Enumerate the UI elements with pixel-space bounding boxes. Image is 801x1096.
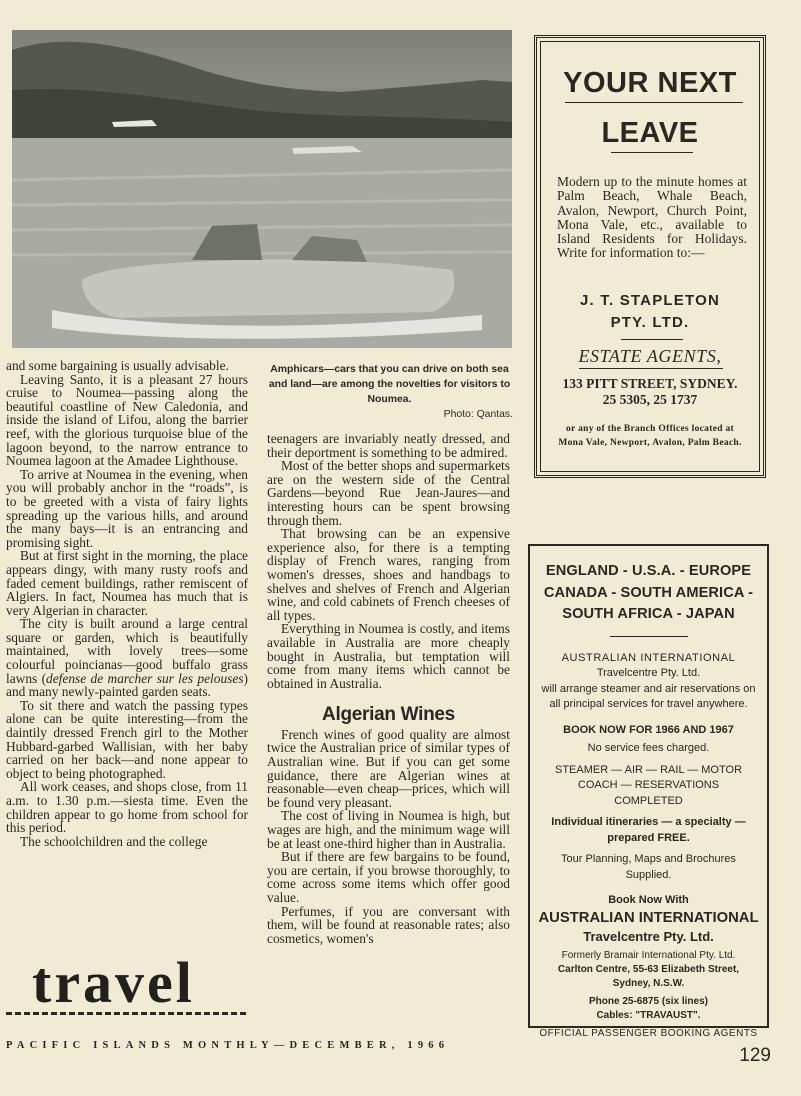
- article-text: The city is built around a large central square or garden, which is beautifully maintained, with lovely trees—some colourful poincianas—good buffalo grass lawns (: [6, 616, 248, 686]
- amphicar-photo-drawing: [12, 30, 512, 348]
- ad-company: [541, 290, 759, 334]
- ad-destinations-line: CANADA - SOUTH AMERICA -: [543, 584, 754, 601]
- article-paragraph: But if there are few bargains to be found, you are certain, if you browse thoroughly, to come across some items which offer good value.: [267, 849, 510, 905]
- article-column-2: [267, 432, 510, 945]
- section-divider: [6, 1012, 246, 1015]
- ad-address-line: Carlton Centre, 55-63 Elizabeth Street,: [557, 963, 740, 975]
- ad-destinations-line: SOUTH AFRICA - JAPAN: [562, 606, 735, 622]
- article-paragraph: Everything in Noumea is costly, and items available in Australia are more cheaply bought in Australia, but temptation will come from many items which cannot be obtained in Australia.: [267, 621, 510, 691]
- ad-rule: [621, 339, 683, 340]
- ad-formerly: Formerly Bramair International Pty. Ltd.: [561, 949, 736, 961]
- article-paragraph: That browsing can be an expensive experience also, for there is a tempting display of French wares, ranging from women's dresses, shoes and handbags to shelves and shelves of French and Algerian wine, and cold cabinets of French cheeses of all types.: [267, 526, 510, 623]
- article-paragraph: All work ceases, and shops close, from 11 a.m. to 1.30 p.m.—siesta time. Even the children appear to go home from school for this period.: [6, 779, 248, 836]
- ad-company-line: J. T. STAPLETON: [580, 292, 720, 309]
- photo-caption-text: Amphicars—cars that you can drive on both sea and land—are among the novelties for visitors to Noumea.: [268, 364, 511, 405]
- ad-arrange: will arrange steamer and air reservations on all principal services for travel anywhere.: [541, 682, 756, 710]
- ad-agents: ESTATE AGENTS,: [578, 346, 722, 366]
- article-column-1: [6, 359, 248, 848]
- ad-rule: [611, 152, 693, 153]
- article-paragraph: The schoolchildren and the college: [20, 833, 208, 849]
- photo-credit: Photo: Qantas.: [443, 409, 513, 420]
- ad-address: [541, 376, 759, 408]
- ad-itineraries: Individual itineraries — a specialty — prepared FREE.: [551, 816, 746, 844]
- ad-no-fees: No service fees charged.: [587, 742, 710, 754]
- ad-phone-line: 25 5305, 25 1737: [602, 392, 698, 407]
- ad-headline: LEAVE: [601, 117, 699, 149]
- ad-phone: Phone 25-6875 (six lines): [589, 995, 708, 1007]
- article-paragraph: teenagers are invariably neatly dressed, and their deportment is something to be admired.: [267, 431, 510, 460]
- article-paragraph: Perfumes, if you are conversant with them, will be found at reasonable rates; also cosmetics, women's: [267, 903, 510, 946]
- ad-body: Modern up to the minute homes at Palm Beach, Whale Beach, Avalon, Newport, Church Point, Mona Vale, etc., available to Island Residents for Holidays. Write for information to:—: [557, 174, 747, 261]
- ad-company-line: PTY. LTD.: [610, 314, 690, 331]
- article-paragraph: But at first sight in the morning, the place appears dingy, with many rusty roofs and faded cement buildings, rather remiscent of Algiers. In fact, Noumea has much that is very Algerian in character.: [6, 548, 248, 618]
- ad-rule: [579, 368, 723, 369]
- page-footer: PACIFIC ISLANDS MONTHLY—DECEMBER, 1966: [6, 1040, 450, 1051]
- article-paragraph: The cost of living in Noumea is high, but wages are high, and the minimum wage will be at least one-third higher than in Australia.: [267, 808, 510, 851]
- ad-cables: Cables: "TRAVAUST".: [596, 1009, 701, 1021]
- article-text: ) and many newly-painted garden seats.: [6, 670, 248, 700]
- ad-company-big-sub: Travelcentre Pty. Ltd.: [583, 928, 714, 944]
- article-paragraph: French wines of good quality are almost twice the Australian price of similar types of Australian wine. But if you can get some guidance, there are Algerian wines at reasonable—even cheap—prices, which will be found very pleasant.: [267, 726, 510, 810]
- article-paragraph: and some bargaining is usually advisable.: [6, 358, 229, 373]
- ad-official: OFFICIAL PASSENGER BOOKING AGENTS: [539, 1027, 758, 1039]
- ad-rule: [610, 636, 688, 637]
- ad-address-line: 133 PITT STREET, SYDNEY.: [562, 376, 738, 391]
- ad-branches: or any of the Branch Offices located at Mona Vale, Newport, Avalon, Palm Beach.: [558, 424, 742, 449]
- article-paragraph: Most of the better shops and supermarkets are on the western side of the Central Gardens—beyond Rue Jean-Jaures—and interesting hours can be spent browsing through them.: [267, 458, 510, 528]
- article-text-italic: defense de marcher sur les pelouses: [46, 670, 244, 686]
- article-paragraph: Leaving Santo, it is a pleasant 27 hours cruise to Noumea—passing along the beautiful coastline of New Caledonia, and inside the island of Lifou, along the barrier reef, with the glorious turquoise blue of the lagoon beyond, to the narrow entrance to Noumea lagoon at the Amadee Lighthouse.: [6, 371, 248, 469]
- page-number: 129: [739, 1045, 771, 1066]
- ad-destinations: [530, 561, 767, 626]
- section-logo: travel: [32, 950, 195, 1015]
- ad-headline: YOUR NEXT: [563, 67, 737, 99]
- article-paragraph: To arrive at Noumea in the evening, when you will probably anchor in the “roads”, is to be greeted with a vista of fairy lights spreading up the various hills, and around the many bays—it is an entrancing and promising sight.: [6, 466, 248, 550]
- travelcentre-advertisement: [528, 544, 769, 1039]
- ad-book-now: BOOK NOW FOR 1966 AND 1967: [563, 723, 734, 736]
- ad-company-big: AUSTRALIAN INTERNATIONAL: [538, 909, 759, 926]
- ad-company-sub: Travelcentre Pty. Ltd.: [596, 667, 701, 679]
- amphicar-photo: [12, 30, 512, 348]
- ad-address-line: Sydney, N.S.W.: [612, 977, 685, 989]
- article-paragraph: To sit there and watch the passing types alone can be quite interesting—from the daintily dressed French girl to the Mother Hubbard-garbed Wallisian, with her baby carried on her back—and none appear to object to being photographed.: [6, 697, 248, 781]
- ad-book-now-with: Book Now With: [608, 894, 689, 906]
- stapleton-advertisement: [534, 35, 766, 478]
- ad-tour: Tour Planning, Maps and Brochures Supplied.: [561, 853, 736, 881]
- ad-services: STEAMER — AIR — RAIL — MOTOR COACH — RESERVATIONS COMPLETED: [554, 763, 743, 807]
- ad-rule: [565, 102, 743, 103]
- ad-destinations-line: ENGLAND - U.S.A. - EUROPE: [545, 563, 752, 579]
- ad-company-upper: AUSTRALIAN INTERNATIONAL: [561, 651, 736, 664]
- photo-caption: [266, 362, 513, 422]
- article-paragraph: [6, 617, 248, 699]
- article-subheading: Algerian Wines: [322, 704, 455, 726]
